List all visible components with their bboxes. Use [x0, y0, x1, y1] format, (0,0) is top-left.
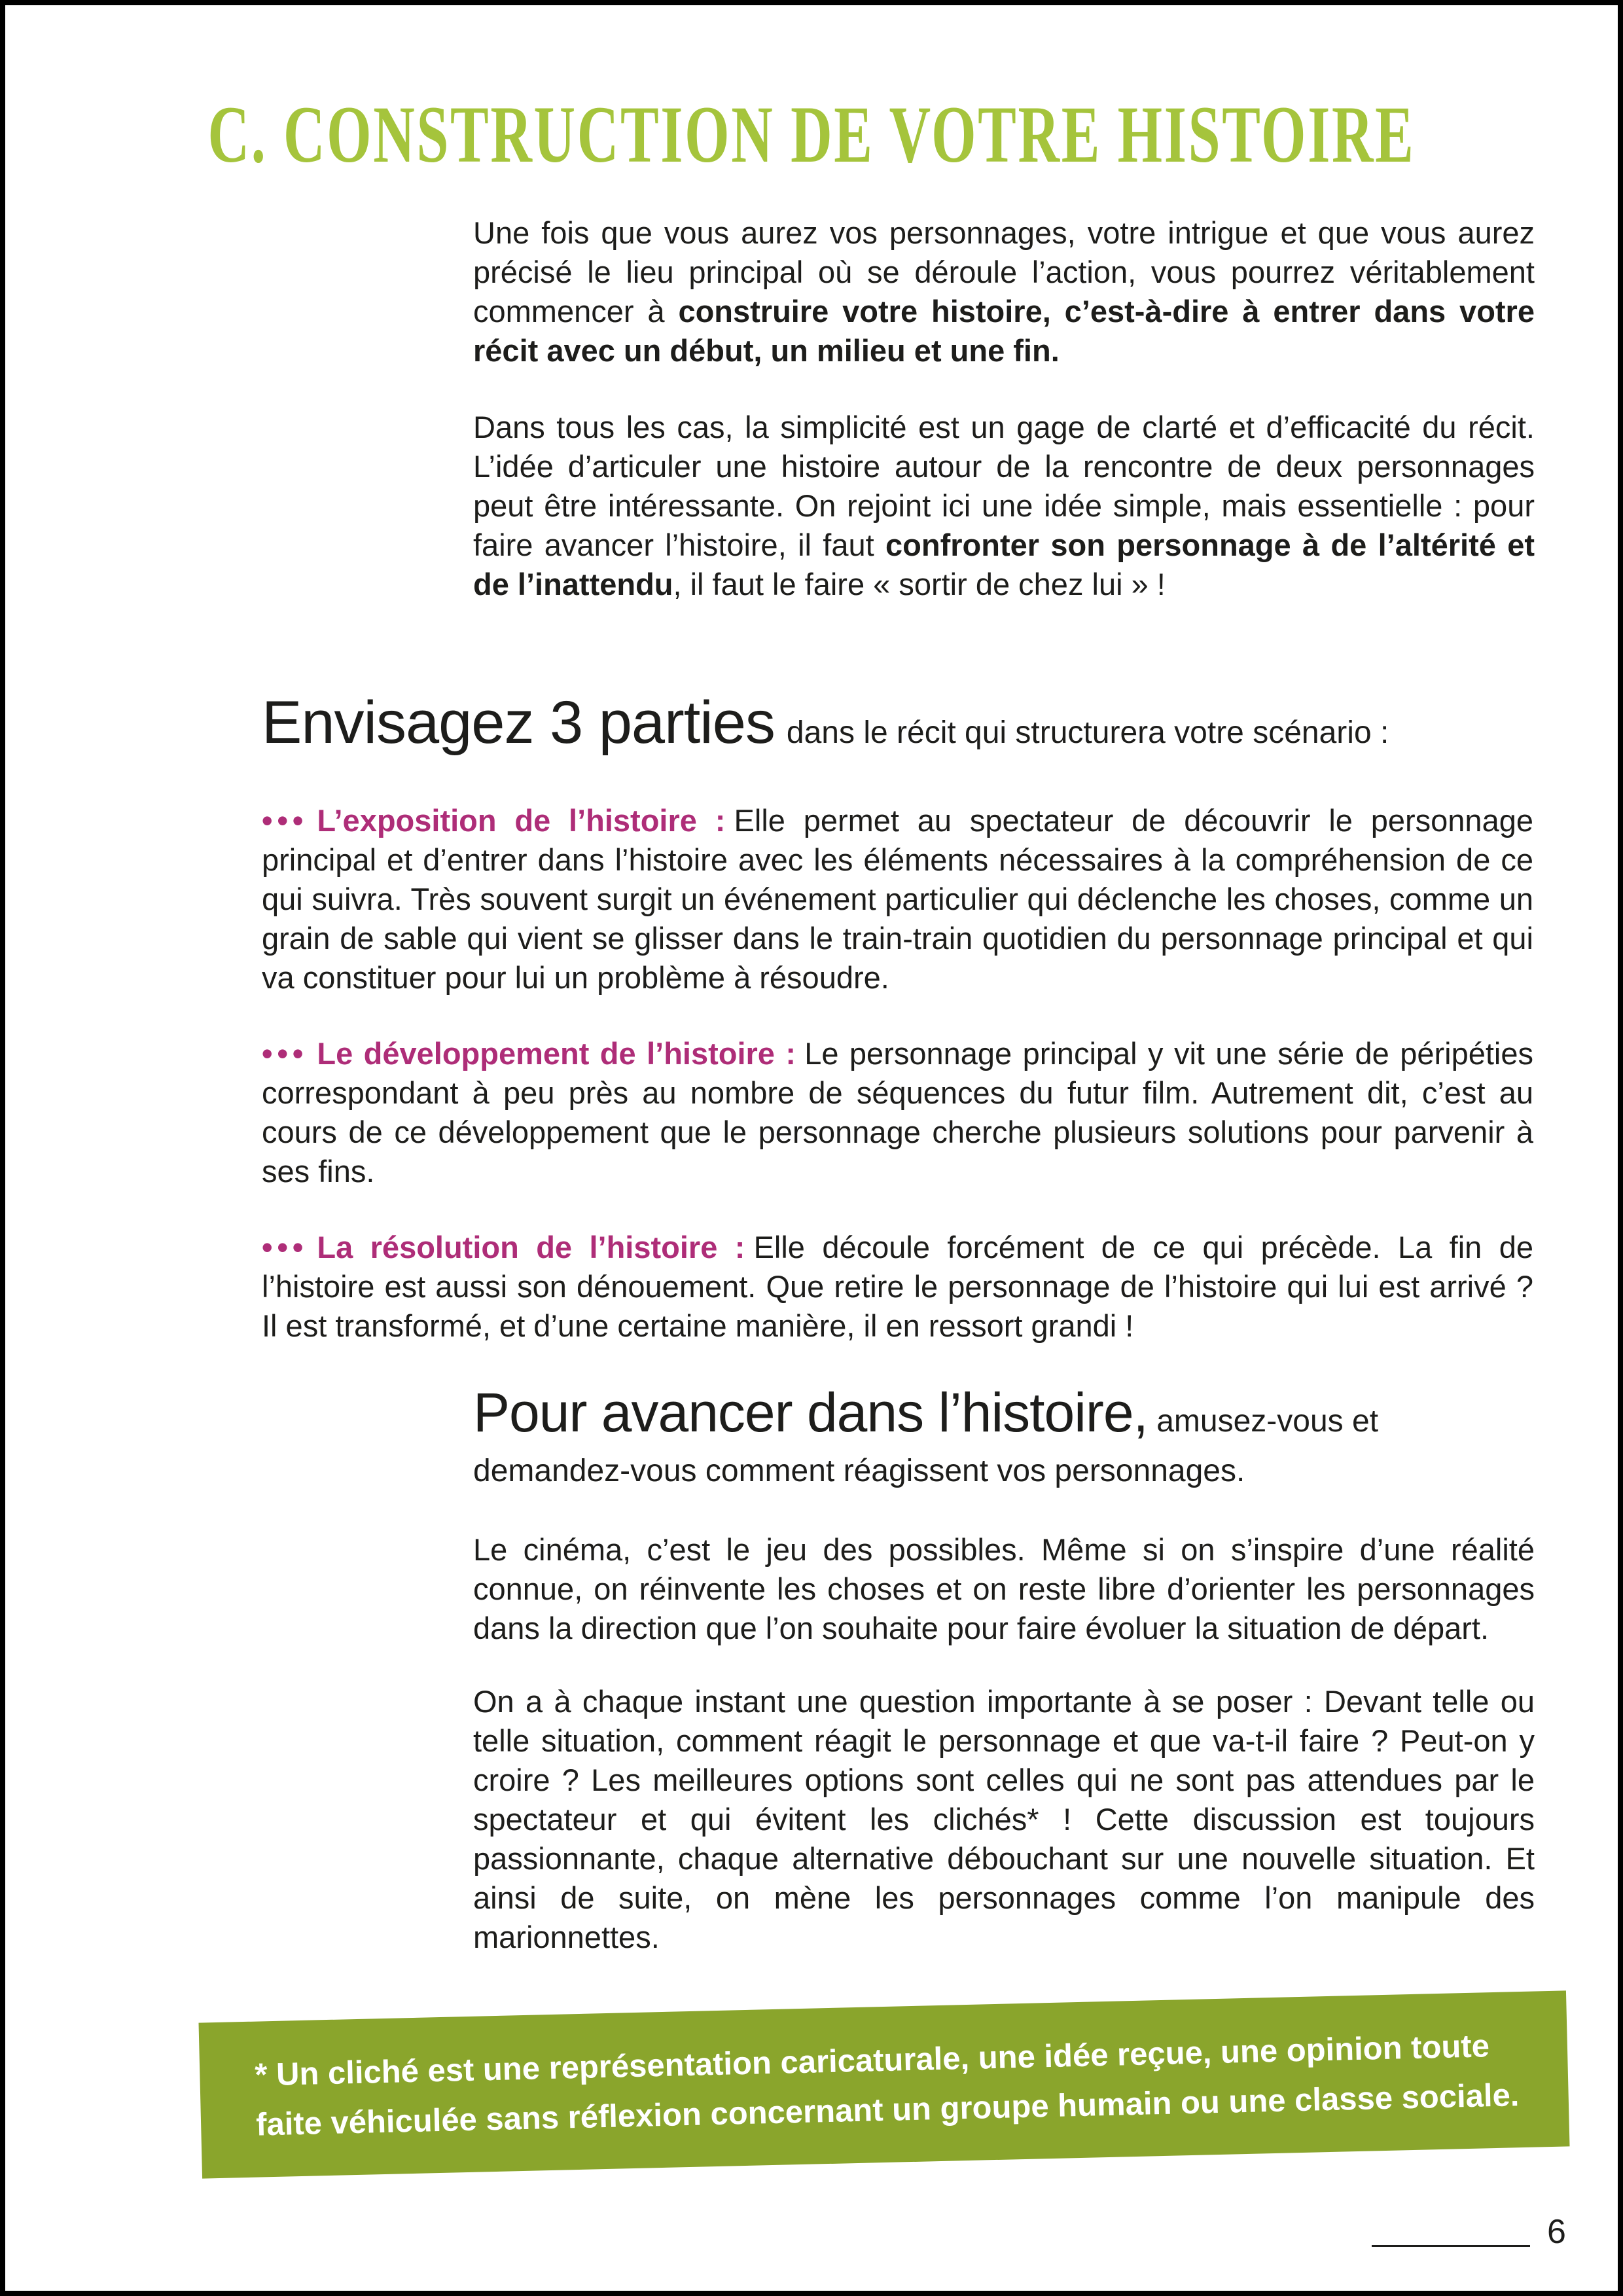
- three-parts-heading-small: dans le récit qui structurera votre scénario :: [786, 715, 1389, 750]
- three-parts-heading: [262, 687, 1533, 768]
- bullet-dots-icon: •••: [262, 1230, 308, 1265]
- intro-p1-bold-text: construire votre histoire, c’est-à-dire à entrer dans votre récit avec un début, un milieu et une fin.: [473, 294, 1535, 368]
- advance-heading: [473, 1382, 1535, 1496]
- page-title: C. CONSTRUCTION DE VOTRE HISTOIRE: [207, 89, 1416, 180]
- advance-paragraph-2: On a à chaque instant une question importante à se poser : Devant telle ou telle situation, comment réagit le personnage et que va-t-il faire ? Peut-on y croire ? Les meilleures options sont celles qui ne sont pas attendues par le spectateur et qui évitent les clichés* ! Cette discussion est toujours passionnante, chaque alternative débouchant sur une nouvelle situation. Et ainsi de suite, on mène les personnages comme l’on manipule des marionnettes.: [473, 1684, 1535, 1954]
- bullet-resolution: [262, 1228, 1533, 1346]
- three-parts-heading-large: Envisagez 3 parties: [262, 689, 775, 756]
- bullet-developpement: [262, 1034, 1533, 1191]
- bullet-resolution-header: [262, 1230, 745, 1265]
- bullet-developpement-label: Le développement de l’histoire :: [317, 1036, 796, 1071]
- bullet-resolution-label: La résolution de l’histoire :: [317, 1230, 745, 1265]
- bullet-developpement-header: [262, 1036, 796, 1071]
- bullet-resolution-text: Elle découle forcément de ce qui précède. La fin de l’histoire est aussi son dénouement. Que retire le personnage de l’histoire qui lui est arrivé ? Il est transformé, et d’une certaine manière, il en ressort grandi !: [262, 1230, 1533, 1343]
- footer-rule: [1372, 2245, 1530, 2247]
- page-number: 6: [1547, 2213, 1566, 2251]
- bullet-exposition: [262, 801, 1533, 997]
- intro-section: [473, 213, 1535, 604]
- bullet-exposition-label: L’exposition de l’histoire :: [317, 803, 726, 838]
- three-parts-section: [262, 687, 1533, 1346]
- advance-heading-small: amusez-vous et demandez-vous comment réagissent vos personnages.: [473, 1404, 1379, 1488]
- footnote-banner: [198, 1990, 1569, 2178]
- intro-paragraph-2: [473, 408, 1535, 604]
- intro-paragraph-1: [473, 213, 1535, 370]
- intro-p2-text-2: , il faut le faire « sortir de chez lui » !: [673, 567, 1166, 601]
- bullet-developpement-text: Le personnage principal y vit une série de péripéties correspondant à peu près au nombre de séquences du futur film. Autrement dit, c’est au cours de ce développement que le personnage cherche plusieurs solutions pour parvenir à ses fins.: [262, 1036, 1533, 1189]
- bullet-dots-icon: •••: [262, 1036, 308, 1071]
- bullet-exposition-header: [262, 803, 725, 838]
- intro-p2-text-1: Dans tous les cas, la simplicité est un gage de clarté et d’efficacité du récit. L’idée d’articuler une histoire autour de la rencontre de deux personnages peut être intéressante. On rejoint ici une idée simple, mais essentielle : pour faire avancer l’histoire, il faut: [473, 410, 1535, 562]
- intro-p2-bold-text: confronter son personnage à de l’altérité et de l’inattendu: [473, 528, 1535, 601]
- advance-paragraph-1: Le cinéma, c’est le jeu des possibles. Même si on s’inspire d’une réalité connue, on réinvente les choses et on reste libre d’orienter les personnages dans la direction que l’on souhaite pour faire évoluer la situation de départ.: [473, 1532, 1535, 1645]
- bullet-dots-icon: •••: [262, 803, 308, 838]
- footnote-banner-text: * Un cliché est une représentation caricaturale, une idée reçue, une opinion toute faite véhiculée sans réflexion concernant un groupe humain ou une classe sociale.: [254, 2028, 1520, 2143]
- advance-section: [473, 1382, 1535, 1957]
- advance-heading-large: Pour avancer dans l’histoire,: [473, 1382, 1148, 1443]
- intro-p1-text: Une fois que vous aurez vos personnages, votre intrigue et que vous aurez précisé le lieu principal où se déroule l’action, vous pourrez véritablement commencer à: [473, 215, 1535, 329]
- bullet-exposition-text: Elle permet au spectateur de découvrir le personnage principal et d’entrer dans l’histoire avec les éléments nécessaires à la compréhension de ce qui suivra. Très souvent surgit un événement particulier qui déclenche les choses, comme un grain de sable qui vient se glisser dans le train-train quotidien du personnage principal et qui va constituer pour lui un problème à résoudre.: [262, 803, 1533, 995]
